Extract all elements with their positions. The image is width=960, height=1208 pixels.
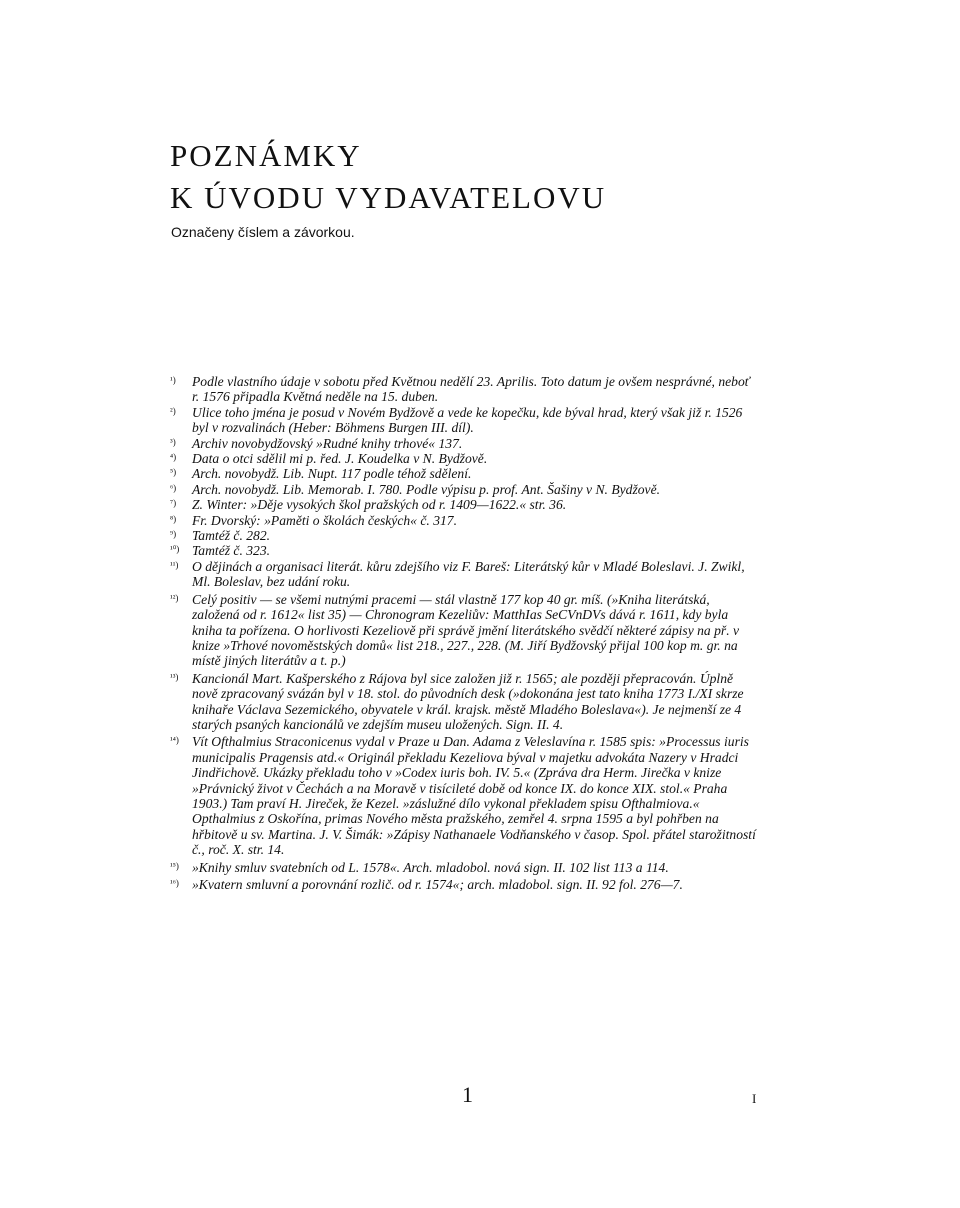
footnote-text: Podle vlastního údaje v sobotu před Květnou nedělí 23. Aprilis. Toto datum je ovšem nesprávné, neboť r. 1576 připadla Květná neděle na 15. duben. (192, 374, 750, 405)
footnote-item (170, 543, 760, 558)
footnote-item (170, 528, 760, 543)
footnote-mark: ¹¹) (170, 559, 179, 570)
footnote-item (170, 451, 760, 466)
footnote-mark: ⁷) (170, 498, 177, 509)
footnote-text: Arch. novobydž. Lib. Nupt. 117 podle téhož sdělení. (192, 466, 472, 482)
footnote-item (170, 482, 760, 497)
footnote-mark: ¹²) (170, 592, 179, 603)
footnote-item (170, 877, 760, 892)
footnote-text: O dějinách a organisaci literát. kůru zdejšího viz F. Bareš: Literátský kůr v Mladé Boleslavi. J. Zwikl, Ml. Boleslav, bez udání roku. (192, 558, 745, 590)
footnote-text: Archiv novobydžovský »Rudné knihy trhové« 137. (192, 435, 463, 451)
footnote-mark: ¹⁶) (170, 878, 179, 888)
footnote-text: Data o otci sdělil mi p. řed. J. Koudelka v N. Bydžově. (192, 451, 488, 467)
footnote-mark: ¹³) (170, 671, 179, 682)
footnote-text: Kancionál Mart. Kašperského z Rájova byl sice založen již r. 1565; ale později přepracován. Úplně nově zpracovaný svázán byl v 18. stol. do původních desk (»dokonána jest tato kniha 1773 I./XI skrze knihaře Václava Sezemického, obyvatele v král. krajsk. městě Mladého Boleslava«). Je nejmenší ze 4 starých psaných kancionálů ve zdejším museu uložených. Sign. II. 4. (192, 670, 744, 732)
footnote-text: »Knihy smluv svatebních od L. 1578«. Arch. mladobol. nová sign. II. 102 list 113 a 114. (192, 859, 669, 875)
footnote-item (170, 592, 760, 669)
footnote-text: Arch. novobydž. Lib. Memorab. I. 780. Podle výpisu p. prof. Ant. Šašiny v N. Bydžově. (192, 481, 661, 497)
footnote-item (170, 497, 760, 512)
footnote-item (170, 405, 760, 436)
footnote-mark: ¹⁴) (170, 735, 179, 746)
footnote-text: Fr. Dvorský: »Paměti o školách českých« č. 317. (192, 512, 457, 528)
footnote-mark: ¹) (170, 375, 176, 385)
footnote-mark: ³) (170, 436, 176, 447)
footnote-mark: ⁹) (170, 529, 177, 540)
footnote-mark: ²) (170, 405, 176, 416)
page-title-line-2: K ÚVODU VYDAVATELOVU (170, 180, 607, 215)
footnote-list (170, 374, 760, 892)
footnote-item (170, 436, 760, 451)
footnote-text: »Kvatern smluvní a porovnání rozlič. od r. 1574«; arch. mladobol. sign. II. 92 fol. 276—7. (192, 877, 683, 892)
footnote-text: Tamtéž č. 282. (192, 528, 271, 544)
footnote-text: Ulice toho jména je posud v Novém Bydžově a vede ke kopečku, kde býval hrad, který však již r. 1526 byl v rozvalinách (Heber: Böhmens Burgen III. díl). (192, 404, 743, 436)
footnote-mark: ¹⁰) (170, 544, 180, 555)
footnote-mark: ⁶) (170, 482, 177, 493)
footnote-item (170, 559, 760, 590)
footnote-mark: ⁴) (170, 452, 177, 463)
footnote-mark: ⁵) (170, 467, 177, 478)
footnote-text: Vít Ofthalmius Straconicenus vydal v Praze u Dan. Adama z Veleslavína r. 1585 spis: »Processus iuris municipalis Pragensis atd.« Originál překladu Kezeliova býval v majetku advokáta Nazery v Hradci Jindřichově. Ukázky překladu toho v »Codex iuris boh. IV. 5.« (Zpráva dra Herm. Jirečka v knize »Právnický život v Čechách a na Moravě v tisícileté době od konce IX. do konce XIX. stol.« Praha 1903.) Tam praví H. Jireček, že Kezel. »záslužné dílo vykonal překladem spisu Ofthalmiova.« Opthalmius z Oskořína, primas Nového města pražského, zemřel 4. srpna 1595 a byl pohřben na hřbitově u sv. Martina. J. V. Šimák: »Zápisy Nathanaele Vodňanského v časop. Spol. přátel starožitností č., roč. X. str. 14. (192, 734, 756, 858)
footnote-item (170, 513, 760, 528)
page-number: 1 (462, 1082, 473, 1107)
page-title-line-1: POZNÁMKY (170, 138, 362, 173)
footnote-item (170, 671, 760, 733)
signature-mark: I (752, 1091, 757, 1106)
footnote-mark: ⁸) (170, 513, 177, 524)
footnote-item (170, 860, 760, 875)
footnote-item (170, 466, 760, 481)
page-subtitle: Označeny číslem a závorkou. (171, 224, 355, 240)
footnote-mark: ¹⁵) (170, 860, 179, 871)
footnote-text: Tamtéž č. 323. (192, 543, 271, 559)
footnote-item (170, 374, 760, 405)
footnote-text: Z. Winter: »Děje vysokých škol pražských od r. 1409—1622.« str. 36. (192, 497, 567, 513)
footnote-item (170, 734, 760, 857)
footnote-text: Celý positiv — se všemi nutnými pracemi — stál vlastně 177 kop 40 gr. míš. (»Kniha literátská, založená od r. 1612« list 35) — Chronogram Kezeliův: MatthIas SeCVnDVs dává r. 1611, kdy byla kniha ta pořízena. O horlivosti Kezeliově při správě jmění literátského svědčí některé zápisy na př. v knize »Trhové novoměstských domů« list 218., 227., 228. (M. Jiří Bydžovský přijal 100 kop m. gr. na místě jiných literátův a t. p.) (192, 591, 740, 669)
